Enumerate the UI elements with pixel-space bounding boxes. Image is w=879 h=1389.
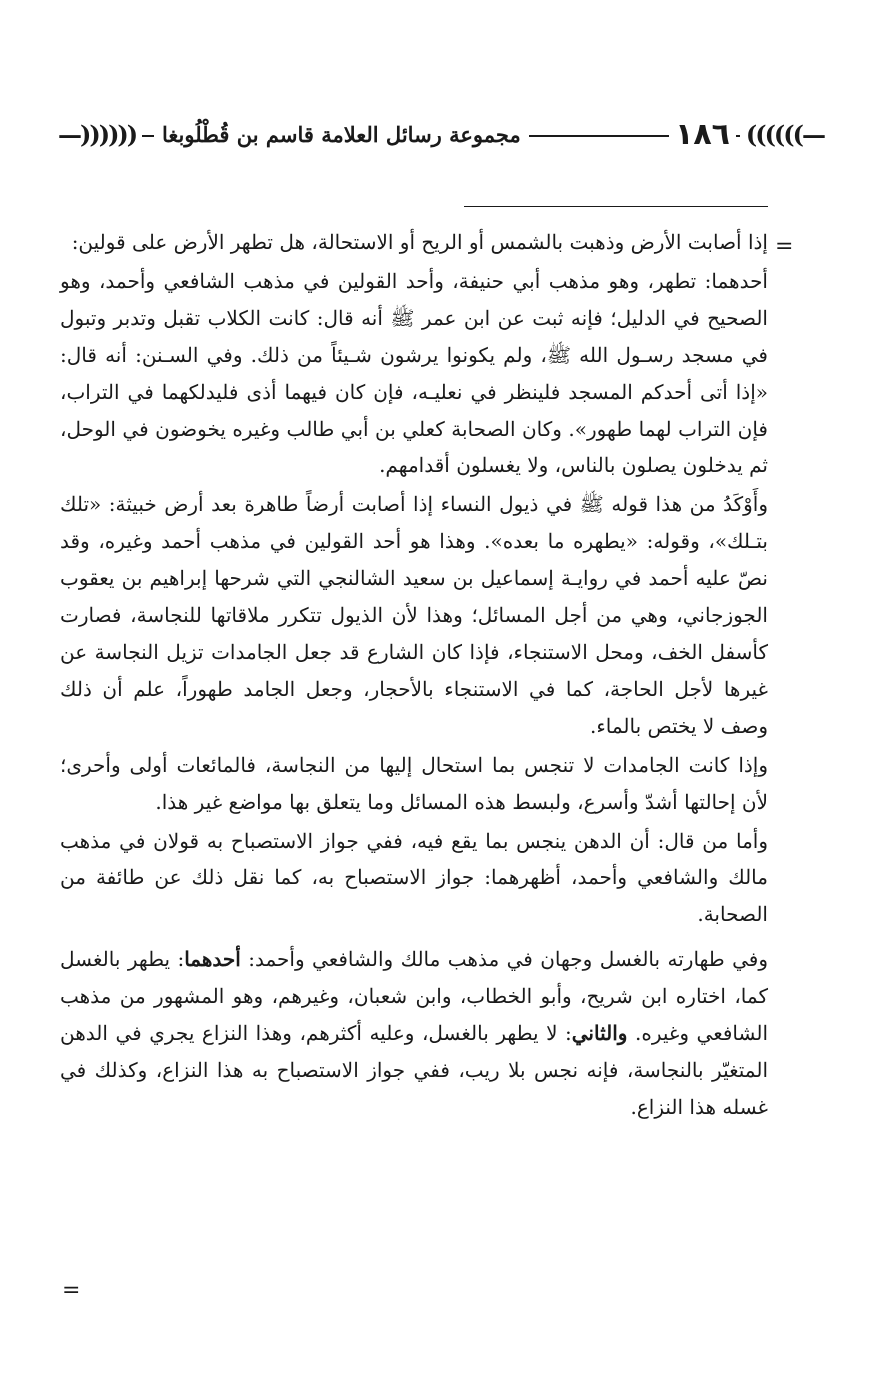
paragraph-6-part-1: وفي طهارته بالغسل وجهان في مذهب مالك والشافعي وأحمد:: [240, 947, 768, 972]
paragraph-5: وأما من قال: أن الدهن ينجس بما يقع فيه، ففي جواز الاستصباح به قولان في مذهب مالك والشافعي وأحمد، أظهرهما: جواز الاستصباح به، كما نقل ذلك عن طائفة من الصحابة.: [60, 828, 768, 927]
page-header: [58, 116, 824, 156]
paragraph-6-bold-1: أحدهما: [184, 947, 241, 972]
header-ornament-right: ((((((—: [740, 121, 824, 149]
continuation-mark-start: =: [775, 234, 794, 259]
paragraph-6: [60, 941, 768, 1126]
paragraph-6-part-3: : لا يطهر بالغسل، وعليه أكثرهم، وهذا النزاع يجري في الدهن المتغيّر بالنجاسة، فإنه نجس بلا ريب، ففي جواز الاستصباح به هذا النزاع، وكذلك في غسله هذا النزاع.: [60, 1021, 768, 1119]
paragraph-3: وأَوْكَدُ من هذا قوله ﷺ في ذيول النساء إذا أصابت أرضاً طاهرة بعد أرض خبيثة: «تلك بتـلك»، وقوله: «يطهره ما بعده». وهذا هو أحد القولين في مذهب أحمد وغيره، وقد نصّ عليه أحمد في روايـة إسماعيل بن سعيد الشالنجي التي شرحها إبراهيم بن يعقوب الجوزجاني، وهي من أجل المسائل؛ وهذا لأن الذيول تتكرر ملاقاتها للنجاسة، فصارت كأسفل الخف، ومحل الاستنجاء، فإذا كان الشارع قد جعل الجامدات تزيل النجاسة عن غيرها لأجل الحاجة، كما في الاستنجاء بالأحجار، وجعل الجامد طهوراً، علم أن ذلك وصف لا يختص بالماء.: [60, 492, 768, 738]
paragraph-4: وإذا كانت الجامدات لا تنجس بما استحال إليها من النجاسة، فالمائعات أولى وأحرى؛ لأن إحالتها أشدّ وأسرع، ولبسط هذه المسائل وما يتعلق بها مواضع غير هذا.: [60, 752, 768, 814]
running-title: مجموعة رسائل العلامة قاسم بن قُطْلُوبغا: [154, 121, 529, 149]
paragraph-6-part-2: : يطهر بالغسل كما، اختاره ابن شريح، وأبو الخطاب، وابن شعبان، وغيرهم، وهو المشهور من مذهب الشافعي وغيره.: [60, 947, 769, 1046]
continuation-mark-end: =: [62, 1278, 81, 1303]
page-number: ١٨٦: [669, 118, 736, 152]
header-ornament-left: —)))))): [58, 121, 142, 149]
paragraph-6-bold-2: والثاني: [571, 1021, 628, 1046]
footnote-text: [60, 224, 768, 1128]
footnote-rule: [464, 206, 768, 207]
paragraph-2: أحدهما: تطهر، وهو مذهب أبي حنيفة، وأحد القولين في مذهب الشافعي وأحمد، وهو الصحيح في الدليل؛ فإنه ثبت عن ابن عمر ﷺ أنه قال: كانت الكلاب تقبل وتدبر وتبول في مسجد رسـول الله ﷺ، ولم يكونوا يرشون شـيئاً من ذلك. وفي السـنن: أنه قال: «إذا أتى أحدكم المسجد فلينظر في نعليـه، فإن كان فيهما أذى فليدلكهما في التراب، فإن التراب لهما طهور». وكان الصحابة كعلي بن أبي طالب وغيره يخوضون في الوحل، ثم يدخلون يصلون بالناس، ولا يغسلون أقدامهم.: [60, 268, 768, 478]
paragraph-1: إذا أصابت الأرض وذهبت بالشمس أو الريح أو الاستحالة، هل تطهر الأرض على قولين:: [71, 230, 768, 254]
